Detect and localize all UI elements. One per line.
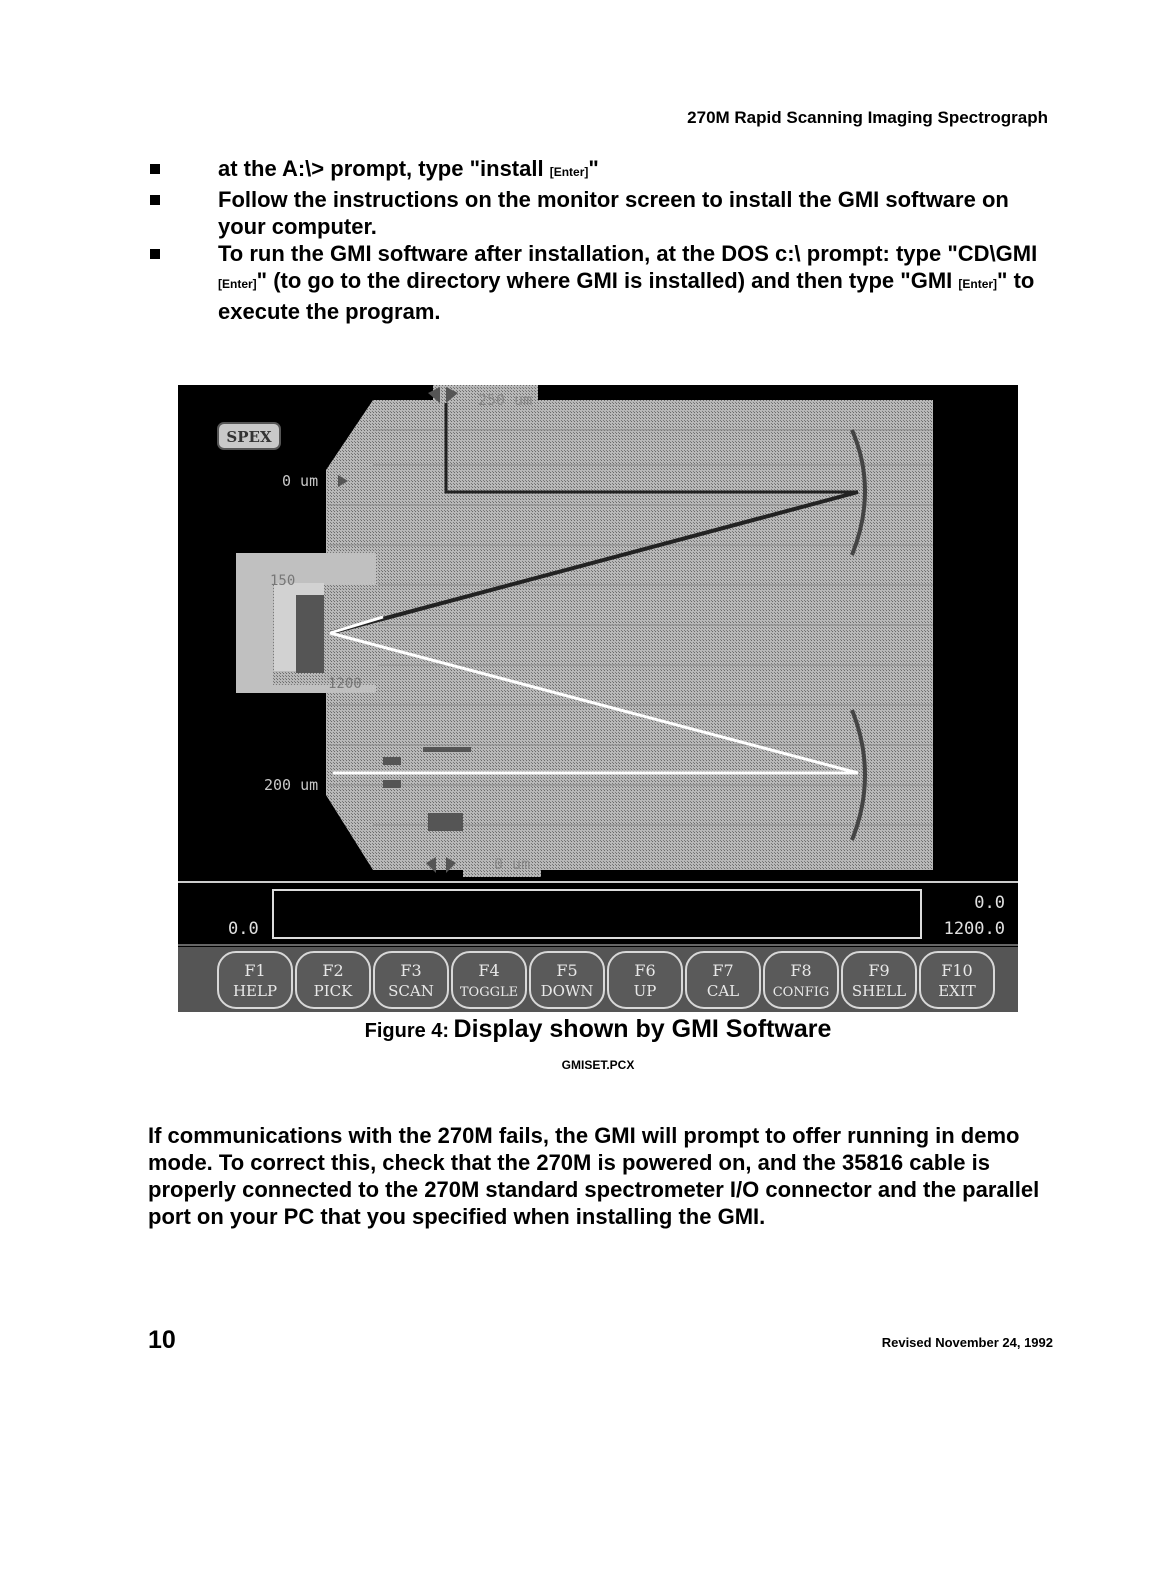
bottom-left-slit-label: 200 um <box>264 776 319 794</box>
fkey-action-label: CAL <box>706 982 740 1000</box>
fkey-f9-button[interactable] <box>842 952 916 1008</box>
fkey-action-label: SCAN <box>388 982 434 1000</box>
fkey-key-label: F2 <box>322 961 344 980</box>
gmi-screen-capture <box>178 385 1018 1012</box>
fkey-f6-button[interactable] <box>608 952 682 1008</box>
fkey-key-label: F10 <box>941 961 973 980</box>
fkey-key-label: F7 <box>712 961 734 980</box>
list-item-text: To run the GMI software after installation, at the DOS c:\ prompt: type "CD\GMI <box>218 241 1038 266</box>
figure-title: Display shown by GMI Software <box>453 1015 832 1043</box>
bullet-icon <box>150 164 160 174</box>
fkey-action-label: EXIT <box>938 982 976 1000</box>
left-slit-label: 0 um <box>282 472 319 490</box>
fkey-key-label: F4 <box>478 961 500 980</box>
fkey-key-label: F8 <box>790 961 812 980</box>
bottom-slit-label: 0 um <box>494 855 531 873</box>
fkey-f5-button[interactable] <box>530 952 604 1008</box>
fkey-key-label: F3 <box>400 961 422 980</box>
bullet-icon <box>150 249 160 259</box>
progress-bar <box>273 890 921 938</box>
fkey-key-label: F9 <box>868 961 890 980</box>
revision-date: Revised November 24, 1992 <box>881 1335 1053 1350</box>
running-header: 270M Rapid Scanning Imaging Spectrograph <box>687 108 1048 127</box>
fkey-action-label: TOGGLE <box>459 985 519 1000</box>
fkey-f3-button[interactable] <box>374 952 448 1008</box>
grating-bottom-label: 1200 <box>328 676 362 692</box>
status-right-top-value: 0.0 <box>974 893 1005 913</box>
fkey-key-label: F1 <box>244 961 266 980</box>
body-paragraph: If communications with the 270M fails, the GMI will prompt to offer running in demo mode. To correct this, check that the 270M is powered on, and the 35816 cable is properly connected to the 270M standard spectrometer I/O connector and the parallel port on your PC that you specified when installing the GMI. <box>148 1123 1040 1229</box>
enter-key-label: [Enter] <box>958 277 998 291</box>
page-number: 10 <box>148 1326 176 1354</box>
list-item-text: at the A:\> prompt, type "install <box>218 156 550 181</box>
list-item <box>140 155 1060 186</box>
fkey-f2-button[interactable] <box>296 952 370 1008</box>
spex-logo-text: SPEX <box>226 428 272 446</box>
list-item-text: Follow the instructions on the monitor screen to install the GMI software on your computer. <box>218 187 1009 239</box>
top-slit-label: 250 um <box>478 391 533 409</box>
list-item <box>140 186 1060 240</box>
grating-icon <box>296 595 324 673</box>
instruction-list <box>140 155 1060 325</box>
detector-icon <box>428 813 463 831</box>
fkey-action-label: DOWN <box>540 982 594 1000</box>
fkey-action-label: PICK <box>313 982 353 1000</box>
bullet-icon <box>150 195 160 205</box>
fkey-f1-button[interactable] <box>218 952 292 1008</box>
grating-top-label: 150 <box>270 573 296 589</box>
list-item-text: " to execute the program. <box>218 268 1035 324</box>
figure-caption <box>178 1015 1018 1044</box>
fkey-action-label: HELP <box>232 982 278 1000</box>
fkey-action-label: UP <box>633 982 657 1000</box>
list-item <box>140 240 1060 325</box>
figure-filename: GMISET.PCX <box>561 1058 635 1072</box>
fkey-f10-button[interactable] <box>920 952 994 1008</box>
spectrograph-body <box>236 385 933 877</box>
status-left-value: 0.0 <box>228 919 259 939</box>
enter-key-label: [Enter] <box>549 165 589 179</box>
status-right-bottom-value: 1200.0 <box>943 919 1005 939</box>
list-item-text: " <box>588 156 599 181</box>
enter-key-label: [Enter] <box>218 277 257 291</box>
fkey-f4-button[interactable] <box>452 952 526 1008</box>
list-item-text: " (to go to the directory where GMI is installed) and then type "GMI <box>256 268 959 293</box>
figure-label: Figure 4: <box>364 1020 450 1042</box>
fkey-f7-button[interactable] <box>686 952 760 1008</box>
fkey-key-label: F5 <box>556 961 578 980</box>
fkey-action-label: CONFIG <box>772 985 830 1000</box>
fkey-key-label: F6 <box>634 961 656 980</box>
fkey-f8-button[interactable] <box>764 952 838 1008</box>
fkey-action-label: SHELL <box>851 982 907 1000</box>
